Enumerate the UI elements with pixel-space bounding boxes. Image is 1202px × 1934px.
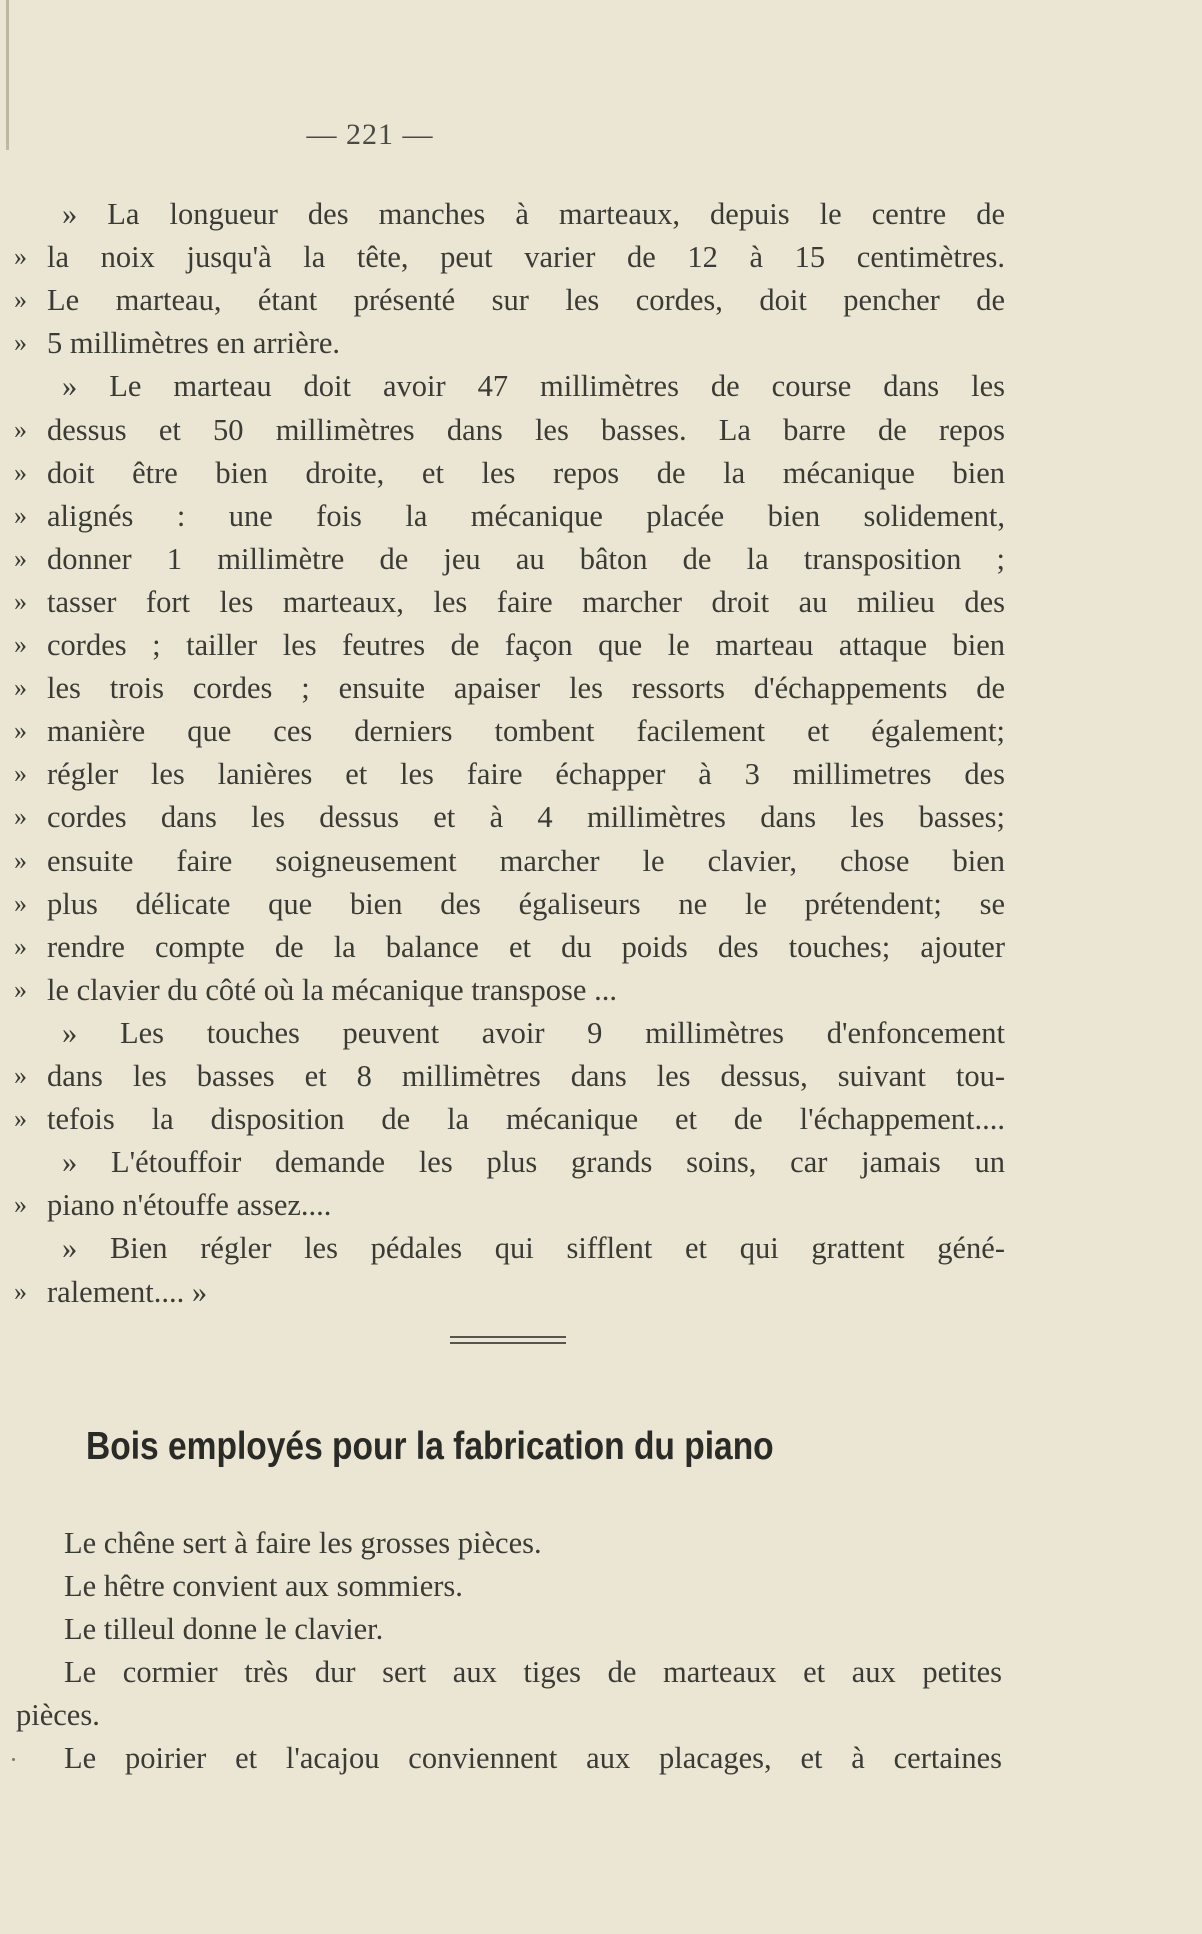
- quote-line: le clavier du côté où la mécanique transpose ...: [47, 973, 617, 1007]
- quote-line: ralement.... »: [47, 1275, 208, 1309]
- quote-line: donner 1 millimètre de jeu au bâton de la transposition ;: [47, 542, 1005, 576]
- quote-mark: »: [14, 458, 27, 487]
- quote-line: dessus et 50 millimètres dans les basses. La barre de repos: [47, 413, 1005, 447]
- quote-mark: »: [14, 1061, 27, 1090]
- quote-line: alignés : une fois la mécanique placée bien solidement,: [47, 499, 1005, 533]
- quote-line: la noix jusqu'à la tête, peut varier de 12 à 15 centimètres.: [47, 240, 1005, 274]
- quote-mark: »: [14, 587, 27, 616]
- quote-line: » Bien régler les pédales qui sifflent et qui grattent géné-: [62, 1231, 1005, 1265]
- section-title: Bois employés pour la fabrication du piano: [86, 1425, 774, 1468]
- quote-line: cordes ; tailler les feutres de façon que le marteau attaque bien: [47, 628, 1005, 662]
- quote-line: régler les lanières et les faire échapper à 3 millimetres des: [47, 757, 1005, 791]
- quote-mark: »: [14, 716, 27, 745]
- separator-rule-top: [450, 1336, 566, 1338]
- quote-mark: »: [14, 415, 27, 444]
- quote-mark: »: [14, 889, 27, 918]
- quote-line: doit être bien droite, et les repos de la mécanique bien: [47, 456, 1005, 490]
- quote-mark: »: [14, 630, 27, 659]
- quote-line: tasser fort les marteaux, les faire marcher droit au milieu des: [47, 585, 1005, 619]
- quote-mark: »: [14, 846, 27, 875]
- quote-mark: »: [14, 285, 27, 314]
- quote-line: 5 millimètres en arrière.: [47, 326, 341, 360]
- section-line: Le cormier très dur sert aux tiges de marteaux et aux petites: [64, 1655, 1002, 1689]
- section-line: Le chêne sert à faire les grosses pièces.: [64, 1526, 542, 1560]
- quote-mark: »: [14, 1104, 27, 1133]
- quote-mark: »: [14, 1190, 27, 1219]
- quote-line: » Le marteau doit avoir 47 millimètres de course dans les: [62, 369, 1005, 403]
- quote-mark: »: [14, 673, 27, 702]
- quote-mark: »: [14, 759, 27, 788]
- quote-line: rendre compte de la balance et du poids des touches; ajouter: [47, 930, 1005, 964]
- quote-mark: »: [14, 544, 27, 573]
- quote-mark: »: [14, 975, 27, 1004]
- section-line: pièces.: [16, 1698, 100, 1732]
- page-number: — 221 —: [306, 118, 434, 151]
- quote-line: Le marteau, étant présenté sur les cordes, doit pencher de: [47, 283, 1005, 317]
- section-line: Le hêtre convient aux sommiers.: [64, 1569, 463, 1603]
- quote-mark: »: [14, 802, 27, 831]
- quote-mark: »: [14, 501, 27, 530]
- quote-mark: »: [14, 932, 27, 961]
- margin-dot: [12, 1758, 15, 1761]
- quote-line: les trois cordes ; ensuite apaiser les ressorts d'échappements de: [47, 671, 1005, 705]
- quote-line: manière que ces derniers tombent facilement et également;: [47, 714, 1005, 748]
- quote-mark: »: [14, 328, 27, 357]
- quote-mark: »: [14, 242, 27, 271]
- quote-line: plus délicate que bien des égaliseurs ne le prétendent; se: [47, 887, 1005, 921]
- quote-mark: »: [14, 1277, 27, 1306]
- section-line: Le tilleul donne le clavier.: [64, 1612, 384, 1646]
- quote-line: » Les touches peuvent avoir 9 millimètres d'enfoncement: [62, 1016, 1005, 1050]
- separator-rule-bottom: [450, 1342, 566, 1344]
- quote-line: » La longueur des manches à marteaux, depuis le centre de: [62, 197, 1005, 231]
- quote-line: tefois la disposition de la mécanique et de l'échappement....: [47, 1102, 1005, 1136]
- quote-line: piano n'étouffe assez....: [47, 1188, 332, 1222]
- quote-line: dans les basses et 8 millimètres dans les dessus, suivant tou-: [47, 1059, 1005, 1093]
- section-line: Le poirier et l'acajou conviennent aux placages, et à certaines: [64, 1741, 1002, 1775]
- quote-line: cordes dans les dessus et à 4 millimètres dans les basses;: [47, 800, 1005, 834]
- quote-line: ensuite faire soigneusement marcher le clavier, chose bien: [47, 844, 1005, 878]
- quote-line: » L'étouffoir demande les plus grands soins, car jamais un: [62, 1145, 1005, 1179]
